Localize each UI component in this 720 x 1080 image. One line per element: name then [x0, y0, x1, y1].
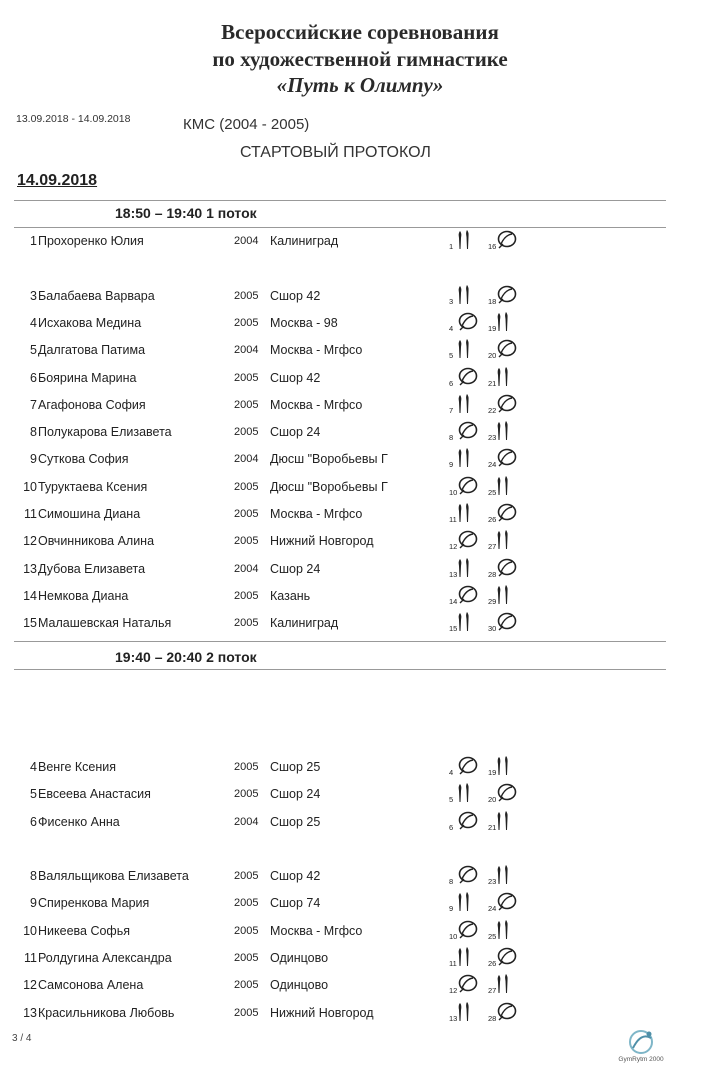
session-2-label: 19:40 – 20:40 2 поток	[115, 649, 257, 665]
athlete-name: Спиренкова Мария	[38, 896, 150, 911]
apparatus-order: 28	[488, 1013, 497, 1023]
apparatus-order: 21	[488, 822, 497, 832]
club-name: Сшор 25	[270, 759, 321, 774]
birth-year: 2004	[234, 562, 259, 575]
apparatus-1	[449, 864, 489, 890]
apparatus-2	[488, 393, 528, 419]
start-number: 10	[23, 923, 37, 938]
start-number: 4	[30, 759, 37, 774]
apparatus-1	[449, 782, 489, 808]
start-number: 8	[30, 425, 37, 440]
apparatus-order: 24	[488, 460, 497, 470]
apparatus-order: 4	[449, 767, 454, 777]
start-number: 6	[30, 370, 37, 385]
apparatus-order: 20	[488, 795, 497, 805]
table-row	[0, 261, 720, 281]
apparatus-order: 18	[488, 296, 497, 306]
start-number: 9	[30, 896, 37, 911]
club-name: Сшор 74	[270, 896, 321, 911]
apparatus-order: 11	[449, 515, 457, 524]
athlete-name: Самсонова Алена	[38, 978, 144, 993]
athlete-name: Малашевская Наталья	[38, 616, 172, 631]
apparatus-2	[488, 946, 528, 972]
apparatus-order: 28	[488, 569, 497, 579]
birth-year: 2005	[234, 870, 259, 883]
club-name: Дюсш "Воробьевы Г	[270, 452, 388, 467]
divider	[14, 227, 666, 228]
athlete-name: Дубова Елизавета	[38, 561, 146, 576]
club-name: Сшор 25	[270, 814, 321, 829]
athlete-name: Прохоренко Юлия	[38, 234, 144, 248]
birth-year: 2005	[234, 535, 259, 548]
athlete-name: Фисенко Анна	[38, 814, 120, 829]
table-row	[0, 425, 720, 445]
apparatus-order: 25	[488, 931, 497, 941]
club-name: Дюсш "Воробьевы Г	[270, 479, 388, 494]
apparatus-order: 10	[449, 487, 458, 497]
table-row	[0, 480, 720, 500]
birth-year: 2004	[234, 453, 259, 466]
apparatus-2	[488, 611, 528, 637]
table-row	[0, 562, 720, 582]
start-number: 7	[30, 397, 37, 412]
apparatus-order: 24	[488, 904, 497, 914]
apparatus-2	[488, 502, 528, 528]
start-number: 12	[23, 534, 37, 549]
apparatus-order: 23	[488, 433, 497, 443]
apparatus-1	[449, 338, 489, 364]
protocol-title: СТАРТОВЫЙ ПРОТОКОЛ	[240, 144, 431, 161]
athlete-name: Валяльщикова Елизавета	[38, 869, 189, 884]
athlete-name: Боярина Марина	[38, 370, 137, 385]
apparatus-order: 29	[488, 596, 497, 606]
apparatus-order: 26	[488, 959, 497, 968]
club-name: Москва - Мгфсо	[270, 507, 363, 521]
birth-year: 2005	[234, 1006, 259, 1019]
apparatus-2	[488, 366, 528, 392]
club-name: Нижний Новгород	[270, 534, 374, 549]
club-name: Казань	[270, 588, 311, 603]
apparatus-1	[449, 475, 489, 501]
start-number: 9	[30, 452, 37, 467]
table-row	[0, 978, 720, 998]
start-number: 11	[24, 951, 37, 965]
apparatus-order: 13	[449, 1013, 458, 1023]
apparatus-2	[488, 810, 528, 836]
apparatus-1	[449, 447, 489, 473]
divider	[14, 669, 666, 670]
table-row	[0, 371, 720, 391]
table-row	[0, 842, 720, 862]
apparatus-order: 26	[488, 515, 497, 524]
day-date: 14.09.2018	[17, 172, 98, 189]
apparatus-1	[449, 973, 489, 999]
apparatus-order: 25	[488, 487, 497, 497]
apparatus-order: 21	[488, 378, 497, 388]
table-row	[0, 589, 720, 609]
competition-dates: 13.09.2018 - 14.09.2018	[16, 113, 131, 125]
apparatus-order: 20	[488, 351, 497, 361]
apparatus-2	[488, 338, 528, 364]
table-row	[0, 616, 720, 636]
club-name: Одинцово	[270, 978, 329, 993]
table-row	[0, 507, 720, 527]
divider	[14, 641, 666, 642]
athlete-name: Венге Ксения	[38, 759, 117, 774]
birth-year: 2005	[234, 480, 259, 493]
apparatus-1	[449, 284, 489, 310]
apparatus-order: 7	[449, 405, 454, 415]
apparatus-1	[449, 810, 489, 836]
apparatus-order: 5	[449, 351, 454, 361]
apparatus-1	[449, 229, 489, 255]
table-row	[0, 398, 720, 418]
table-row	[0, 534, 720, 554]
start-number: 6	[30, 814, 37, 829]
apparatus-1	[449, 919, 489, 945]
start-number: 8	[30, 869, 37, 884]
apparatus-order: 10	[449, 931, 458, 941]
birth-year: 2005	[234, 788, 259, 801]
title-line-2: по художественной гимнастике	[212, 47, 508, 71]
start-number: 3	[30, 288, 37, 303]
club-name: Сшор 24	[270, 425, 321, 440]
birth-year: 2005	[234, 589, 259, 602]
start-number: 14	[23, 588, 37, 603]
club-name: Москва - 98	[270, 315, 338, 330]
apparatus-2	[488, 311, 528, 337]
club-name: Калиниград	[270, 616, 339, 631]
apparatus-order: 8	[449, 433, 454, 443]
club-name: Нижний Новгород	[270, 1005, 374, 1020]
apparatus-order: 5	[449, 795, 454, 805]
table-row	[0, 678, 720, 698]
athlete-name: Симошина Диана	[38, 507, 141, 521]
club-name: Одинцово	[270, 951, 329, 965]
birth-year: 2005	[234, 617, 259, 630]
apparatus-order: 6	[449, 378, 454, 388]
start-number: 11	[24, 507, 37, 521]
apparatus-2	[488, 529, 528, 555]
table-row	[0, 316, 720, 336]
apparatus-2	[488, 891, 528, 917]
apparatus-order: 15	[449, 624, 458, 634]
club-name: Москва - Мгфсо	[270, 923, 363, 938]
birth-year: 2005	[234, 952, 259, 964]
athlete-name: Туруктаева Ксения	[38, 479, 148, 494]
birth-year: 2005	[234, 897, 259, 910]
start-number: 1	[30, 234, 37, 248]
apparatus-2	[488, 420, 528, 446]
apparatus-2	[488, 973, 528, 999]
athlete-name: Ролдугина Александра	[38, 951, 172, 965]
apparatus-order: 23	[488, 877, 497, 887]
apparatus-2	[488, 584, 528, 610]
table-row	[0, 289, 720, 309]
table-row	[0, 760, 720, 780]
athlete-name: Овчинникова Алина	[38, 534, 155, 549]
apparatus-1	[449, 946, 489, 972]
start-number: 4	[30, 315, 37, 330]
divider	[14, 200, 666, 201]
apparatus-2	[488, 229, 528, 255]
session-1-label: 18:50 – 19:40 1 поток	[115, 205, 257, 221]
start-number: 15	[23, 616, 37, 631]
club-name: Сшор 24	[270, 561, 321, 576]
apparatus-order: 19	[488, 323, 497, 333]
start-number: 13	[23, 561, 37, 576]
apparatus-1	[449, 611, 489, 637]
birth-year: 2005	[234, 979, 259, 992]
table-row	[0, 343, 720, 363]
apparatus-1	[449, 1001, 489, 1027]
apparatus-1	[449, 366, 489, 392]
club-name: Калиниград	[270, 234, 339, 248]
apparatus-order: 27	[488, 986, 497, 996]
club-name: Сшор 24	[270, 787, 321, 802]
apparatus-1	[449, 393, 489, 419]
athlete-name: Никеева Софья	[38, 923, 130, 938]
apparatus-order: 8	[449, 877, 454, 887]
gymrytm-logo	[618, 1026, 664, 1070]
apparatus-2	[488, 475, 528, 501]
club-name: Сшор 42	[270, 869, 321, 884]
apparatus-2	[488, 1001, 528, 1027]
table-row	[0, 1006, 720, 1026]
apparatus-2	[488, 284, 528, 310]
apparatus-2	[488, 557, 528, 583]
page-number: 3 / 4	[12, 1033, 32, 1044]
athlete-name: Евсеева Анастасия	[38, 787, 151, 802]
table-row	[0, 452, 720, 472]
birth-year: 2005	[234, 508, 259, 520]
birth-year: 2005	[234, 371, 259, 384]
birth-year: 2004	[234, 344, 259, 357]
table-row	[0, 951, 720, 971]
apparatus-1	[449, 755, 489, 781]
apparatus-order: 12	[449, 542, 458, 552]
apparatus-order: 22	[488, 405, 497, 415]
apparatus-1	[449, 891, 489, 917]
birth-year: 2005	[234, 760, 259, 773]
table-row	[0, 896, 720, 916]
title-line-1: Всероссийские соревнования	[221, 20, 499, 44]
apparatus-1	[449, 529, 489, 555]
athlete-name: Исхакова Медина	[38, 315, 142, 330]
birth-year: 2004	[234, 235, 259, 247]
table-row	[0, 869, 720, 889]
birth-year: 2005	[234, 426, 259, 439]
athlete-name: Агафонова София	[38, 397, 146, 412]
start-number: 12	[23, 978, 37, 993]
apparatus-order: 9	[449, 460, 454, 470]
apparatus-order: 11	[449, 959, 457, 968]
apparatus-2	[488, 447, 528, 473]
athlete-name: Балабаева Варвара	[38, 288, 155, 303]
category-label: КМС (2004 - 2005)	[183, 116, 310, 133]
club-name: Сшор 42	[270, 288, 321, 303]
apparatus-order: 4	[449, 323, 454, 333]
athlete-name: Далгатова Патима	[38, 343, 146, 358]
table-row	[0, 815, 720, 835]
start-number: 10	[23, 479, 37, 494]
birth-year: 2005	[234, 398, 259, 411]
logo-text: GymRytm 2000	[618, 1056, 664, 1063]
table-row	[0, 924, 720, 944]
title-line-3: «Путь к Олимпу»	[276, 73, 444, 97]
apparatus-order: 14	[449, 596, 458, 606]
start-number: 5	[30, 787, 37, 802]
apparatus-order: 9	[449, 904, 454, 914]
athlete-name: Полукарова Елизавета	[38, 425, 172, 440]
athlete-name: Немкова Диана	[38, 588, 129, 603]
table-row	[0, 705, 720, 725]
apparatus-order: 12	[449, 986, 458, 996]
apparatus-order: 6	[449, 822, 454, 832]
apparatus-1	[449, 311, 489, 337]
table-row	[0, 733, 720, 753]
apparatus-order: 19	[488, 767, 497, 777]
apparatus-order: 16	[488, 242, 497, 251]
apparatus-order: 1	[449, 242, 454, 251]
table-row	[0, 787, 720, 807]
club-name: Москва - Мгфсо	[270, 397, 363, 412]
start-number: 5	[30, 343, 37, 358]
apparatus-1	[449, 502, 489, 528]
apparatus-1	[449, 557, 489, 583]
apparatus-2	[488, 864, 528, 890]
birth-year: 2005	[234, 289, 259, 302]
club-name: Москва - Мгфсо	[270, 343, 363, 358]
apparatus-1	[449, 420, 489, 446]
birth-year: 2004	[234, 815, 259, 828]
birth-year: 2005	[234, 924, 259, 937]
club-name: Сшор 42	[270, 370, 321, 385]
athlete-name: Красильникова Любовь	[38, 1005, 175, 1020]
apparatus-2	[488, 755, 528, 781]
apparatus-order: 13	[449, 569, 458, 579]
apparatus-2	[488, 782, 528, 808]
apparatus-order: 3	[449, 296, 454, 306]
apparatus-order: 30	[488, 624, 497, 634]
apparatus-1	[449, 584, 489, 610]
apparatus-order: 27	[488, 542, 497, 552]
athlete-name: Суткова София	[38, 452, 129, 467]
start-number: 13	[23, 1005, 37, 1020]
birth-year: 2005	[234, 316, 259, 329]
apparatus-2	[488, 919, 528, 945]
table-row	[0, 234, 720, 254]
